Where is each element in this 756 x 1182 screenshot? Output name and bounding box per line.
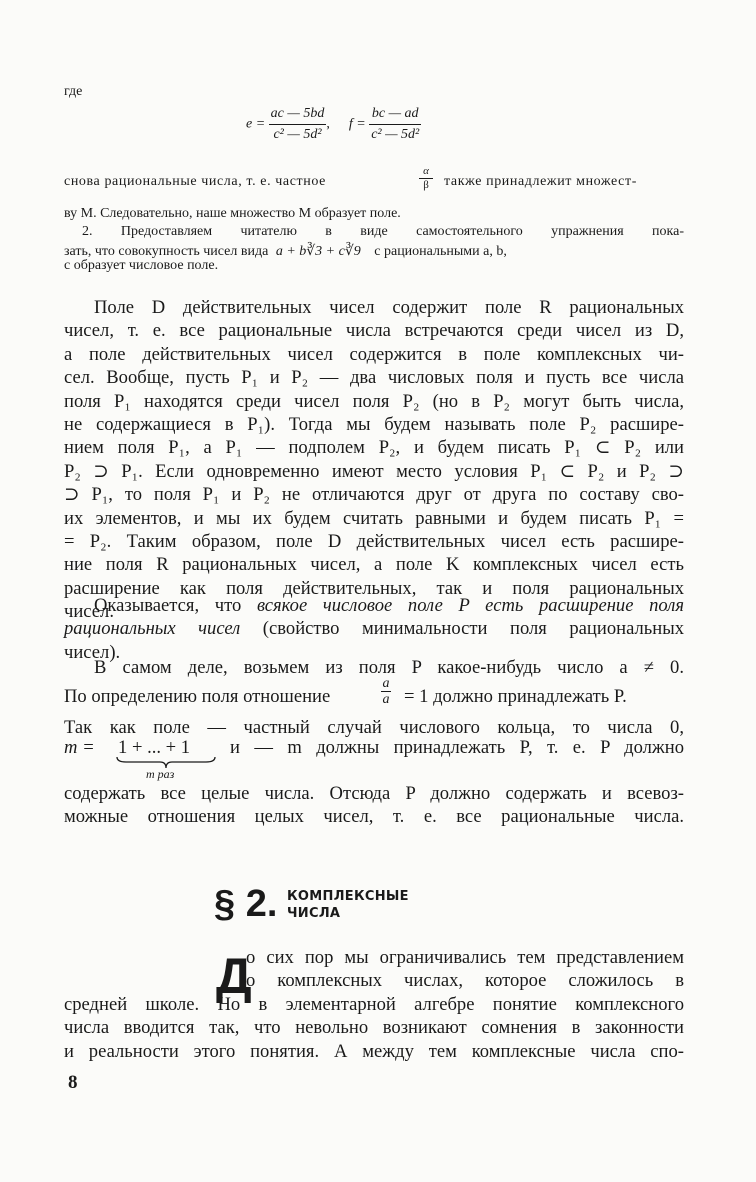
drop-cap: Д [216,948,252,1004]
p4-line: о сих пор мы ограничивались тем представлением [246,947,684,968]
small-line-1 [64,166,684,200]
p3-line-2-end: = 1 должно принадлежать P. [404,686,627,707]
section-title-line-2: ЧИСЛА [287,906,341,921]
formula-e-denominator: c² — 5d² [273,127,322,142]
p1-line: P₂ ⊃ P₁. Если одновременно имеют место условия P₁ ⊂ P₂ и P₂ ⊃ [64,460,684,482]
formula-f-denominator: c² — 5d² [371,127,420,142]
alpha-symbol: α [423,165,429,177]
p2-line-2 [64,617,684,640]
paragraph-fields [64,296,684,624]
brace-label: m раз [146,767,175,781]
formula-f-lhs: f = [348,116,366,132]
p1-line: расширение как поля действительных, так и поля рациональных [64,577,684,599]
p3-line-1: В самом деле, возьмем из поля P какое-нибудь число a ≠ 0. [94,657,684,678]
small-line-4-end: с рациональными a, b, [374,244,507,259]
sum-of-ones: 1 + ... + 1 [118,737,191,758]
m-equals: m = [64,737,95,758]
p3-line-2-start: По определению поля отношение [64,686,331,707]
p1-line: поля P₁ находятся среди чисел поля P₂ (но в P₂ могут быть числа, [64,390,684,412]
p1-line: не содержащиеся в P₁). Тогда мы будем называть поле P₂ расшире- [64,414,684,436]
small-line-5: c образует числовое поле. [64,258,219,273]
p4-line: числа вводится так, что невольно возникают сомнения в законности [64,1017,684,1039]
fraction-numerator: a [382,676,390,691]
p2-line-1-start: Оказывается, что [94,595,242,616]
cube-root-expression: a + b∛3 + c∛9 [275,244,361,259]
alpha-over-beta [414,166,438,191]
section-title-line-1: КОМПЛЕКСНЫЕ [287,889,409,904]
p1-line: Поле D действительных чисел содержит поле R рациональных [94,297,684,318]
fraction-a-over-a [378,676,394,707]
p1-line: их элементов, и мы их будем считать равными и будем писать P₁ = [64,507,684,529]
formula-f-fraction [369,104,421,145]
p3-line-3: Так как поле — частный случай числового кольца, то числа 0, [64,717,684,738]
formula-e-lhs: e = [246,116,266,132]
p1-line: нием поля P₁, а P₁ — подполем P₂, и будем писать P₁ ⊂ P₂ или [64,437,684,459]
p3-line-2 [64,676,684,716]
p3-tail [64,782,684,829]
small-line-1-start: снова рациональные числа, т. е. частное [64,174,326,189]
section-heading [214,882,514,932]
p2-line-2-end: (свойство минимальности поля рациональных [262,618,684,640]
paragraph-complex [64,946,684,1063]
formula-e-f [246,104,506,150]
p1-line: ние поля R рациональных чисел, а поле K комплексных чисел есть [64,554,684,576]
gde-word: где [64,84,83,99]
p2-line-2-italic: рациональных чисел [64,618,241,640]
p4-line: средней школе. Но в элементарной алгебре понятие комплексного [64,993,684,1015]
p3-line-5: содержать все целые числа. Отсюда P должно содержать и всевоз- [64,783,684,804]
p1-line: а поле действительных чисел содержится в поле комплексных чи- [64,343,684,365]
p3-line-4-end: и — m должны принадлежать P, т. е. P должно [230,737,684,758]
p2-line-1 [64,594,684,617]
beta-symbol: β [423,179,429,191]
p1-line: сел. Вообще, пусть P₁ и P₂ — два числовых поля и пусть все числа [64,367,684,389]
section-title [287,888,409,922]
p1-line: ⊃ P₁, то поля P₁ и P₂ не отличаются друг от друга по составу сво- [64,484,684,506]
fraction-denominator: a [382,692,390,707]
p4-line: и реальности этого понятия. А между тем комплексные числа спо- [64,1040,684,1062]
formula-f-numerator: bc — ad [369,104,421,125]
p4-line: о комплексных числах, которое сложилось в [246,970,684,992]
section-number: § 2. [214,883,278,925]
p2-line-1-italic: всякое числовое поле P есть расширение поля [256,595,685,616]
p1-line: чисел. [64,601,114,623]
page-number: 8 [68,1072,78,1093]
small-line-3: 2. Предоставляем читателю в виде самостоятельного упражнения пока- [82,224,684,239]
small-line-1-end: также принадлежит множест- [444,174,637,189]
formula-e-fraction [269,104,327,145]
formula-comma: , [326,116,330,132]
p2-line-3: чисел). [64,641,121,663]
p1-line: чисел, т. е. все рациональные числа встречаются среди чисел из D, [64,320,684,342]
p1-line: = P₂. Таким образом, поле D действительных чисел есть расшире- [64,531,684,553]
p3-line-6: можные отношения целых чисел, т. е. все рациональные числа. [64,806,684,828]
small-line-4-start: зать, что совокупность чисел вида [64,244,269,259]
paragraph-minimality [64,594,684,664]
small-line-2: ву M. Следовательно, наше множество M образует поле. [64,206,401,221]
formula-e-numerator: ac — 5bd [269,104,327,125]
